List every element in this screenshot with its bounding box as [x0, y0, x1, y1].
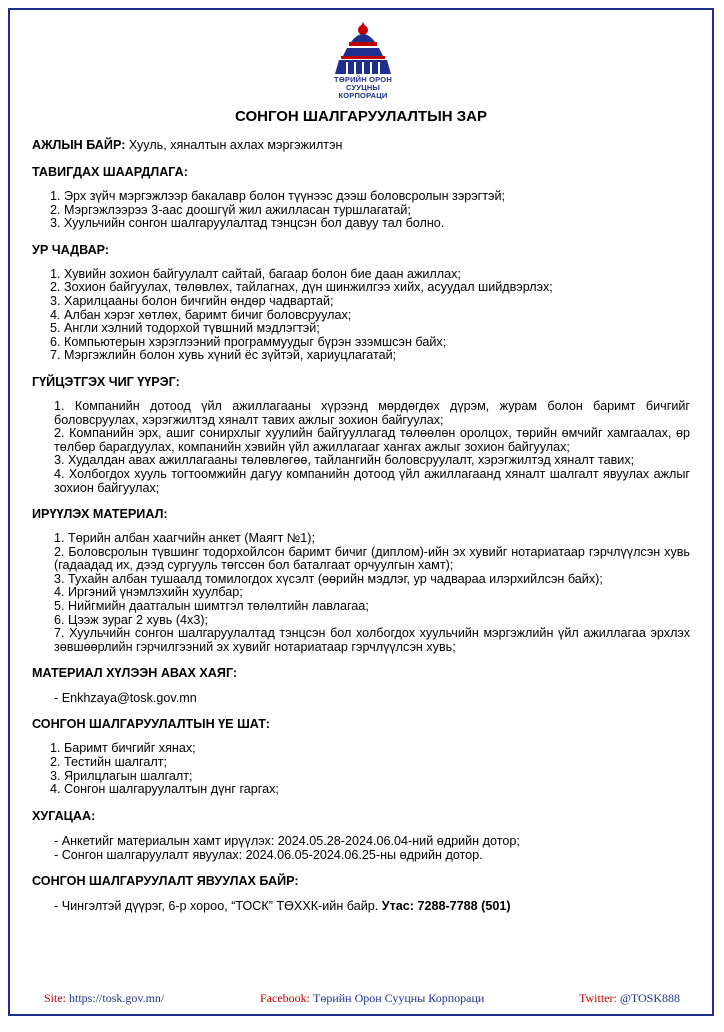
list-item: 1. Баримт бичгийг хянах;	[50, 741, 196, 756]
list-item: - Сонгон шалгаруулалт явуулах: 2024.06.05-2024.06.25-ны өдрийн дотор.	[54, 847, 483, 862]
list-item: 2. Компанийн эрх, ашиг сонирхлыг хуулийн байгууллагад төлөөлөн оролцох, төрийн өмчийг хамгаалах, өр төлбөр барагдуулах, компанийн хэвийн үйл ажиллагааг хангах ажлыг зохион байгуулах;	[54, 426, 690, 454]
list-item: 3. Ярилцлагын шалгалт;	[50, 768, 193, 783]
page-title: СОНГОН ШАЛГАРУУЛАЛТЫН ЗАР	[235, 108, 487, 125]
footer-twitter-label: Twitter:	[579, 991, 620, 1005]
contact-email: - Enkhzaya@tosk.gov.mn	[54, 691, 197, 706]
requirements-heading: ТАВИГДАХ ШААРДЛАГА:	[32, 165, 188, 179]
list-item: 4. Иргэний үнэмлэхийн хуулбар;	[54, 585, 243, 600]
list-item: 3. Хуульчийн сонгон шалгаруулалтад тэнцсэн бол давуу тал болно.	[50, 216, 445, 231]
list-item: 2. Тестийн шалгалт;	[50, 755, 167, 770]
footer-facebook-link[interactable]: Төрийн Орон Сууцны Корпораци	[313, 991, 485, 1005]
job-label: АЖЛЫН БАЙР:	[32, 138, 126, 152]
deadline-section	[32, 809, 690, 862]
list-item: 5. Англи хэлний тодорхой түвшний мэдлэгтэй;	[50, 321, 320, 336]
footer-twitter-link[interactable]: @TOSK888	[619, 991, 680, 1005]
logo-emblem-icon	[333, 20, 393, 76]
footer-site-label: Site:	[44, 991, 70, 1005]
list-item: 5. Нийгмийн даатгалын шимтгэл төлөлтийн лавлагаа;	[54, 599, 369, 614]
list-item: 4. Сонгон шалгаруулалтын дүнг гаргах;	[50, 782, 279, 797]
list-item: 3. Харилцааны болон бичгийн өндөр чадвартай;	[50, 293, 334, 308]
list-item: 6. Цээж зураг 2 хувь (4x3);	[54, 612, 209, 627]
footer-site	[44, 991, 164, 1006]
logo-text-line1: ТӨРИЙН ОРОН СУУЦНЫ	[334, 75, 392, 92]
list-item: 1. Компанийн дотоод үйл ажиллагааны хүрээнд мөрдөгдөх дүрэм, журам болон баримт бичгийг боловсруулах, хэрэгжилтэд хяналт тавих ажлыг зохион байгуулах;	[54, 398, 690, 427]
location-heading: СОНГОН ШАЛГАРУУЛАЛТ ЯВУУЛАХ БАЙР:	[32, 873, 299, 888]
job-section	[32, 138, 690, 153]
list-item: 6. Компьютерын хэрэглээний программуудыг бүрэн эзэмшсэн байх;	[50, 334, 447, 349]
list-item: 7. Хуульчийн сонгон шалгаруулалтад тэнцсэн бол холбогдох хуульчийн мэргэжлийн үйл ажиллагаа эрхлэх зөвшөөрлийн гэрчилгээний эх хувийг нотариатаар гэрчлүүлсэн хувь;	[54, 626, 690, 654]
location-address: - Чингэлтэй дүүрэг, 6-р хороо, “ТОСК” ТӨХХК-ийн байр.	[54, 898, 382, 913]
list-item: 2. Мэргэжлээрээ 3-аас доошгүй жил ажилласан туршлагатай;	[50, 202, 411, 217]
skills-section	[32, 243, 690, 363]
list-item: 2. Зохион байгуулах, төлөвлөх, тайлагнах, дүн шинжилгээ хийх, асуудал шийдвэрлэх;	[50, 280, 553, 295]
content	[32, 138, 690, 925]
skills-heading: УР ЧАДВАР:	[32, 242, 110, 257]
requirements-section	[32, 165, 690, 231]
materials-section	[32, 507, 690, 654]
list-item: 2. Боловсролын түвшинг тодорхойлсон баримт бичиг (диплом)-ийн эх хувийг нотариатаар гэрчлүүлсэн хувь (гадаадад их, дээд сургууль төгссөн бол баталгаат орчуулгын хамт);	[54, 544, 690, 573]
send-section	[32, 666, 690, 705]
list-item: 1. Төрийн албан хаагчийн анкет (Маягт №1);	[54, 531, 315, 546]
duties-heading: ГҮЙЦЭТГЭХ ЧИГ ҮҮРЭГ:	[32, 374, 180, 389]
footer-site-link[interactable]: https://tosk.gov.mn/	[69, 991, 165, 1005]
list-item: 3. Тухайн албан тушаалд томилогдох хүсэлт (өөрийн мэдлэг, ур чадвараа илэрхийлсэн байх);	[54, 571, 603, 586]
materials-heading: ИРҮҮЛЭХ МАТЕРИАЛ:	[32, 507, 168, 522]
send-heading: МАТЕРИАЛ ХҮЛЭЭН АВАХ ХАЯГ:	[32, 666, 238, 681]
footer-facebook	[260, 991, 484, 1006]
location-section	[32, 874, 690, 913]
list-item: 4. Албан хэрэг хөтлөх, баримт бичиг боловсруулах;	[50, 307, 352, 322]
footer-facebook-label: Facebook:	[260, 991, 313, 1005]
logo-text-line2: КОРПОРАЦИ	[338, 91, 388, 100]
list-item: 3. Худалдан авах ажиллагааны төлөвлөгөө, тайлангийн боловсруулалт, хэрэгжилтэд хяналт тавих;	[54, 453, 635, 468]
job-value: Хууль, хяналтын ахлах мэргэжилтэн	[125, 138, 343, 152]
list-item: 4. Холбогдох хууль тогтоомжийн дагуу компанийн дотоод үйл ажиллагаанд хяналт шалгалт явуулах ажлыг зохион байгуулах;	[54, 466, 690, 495]
location-phone: Утас: 7288-7788 (501)	[381, 898, 511, 913]
footer-twitter	[579, 991, 680, 1006]
document-page	[8, 8, 714, 1016]
list-item: 7. Мэргэжлийн болон хувь хүний ёс зүйтэй, хариуцлагатай;	[50, 348, 397, 363]
stages-heading: СОНГОН ШАЛГАРУУЛАЛТЫН ҮЕ ШАТ:	[32, 717, 270, 732]
duties-section	[32, 375, 690, 495]
company-logo	[328, 20, 398, 100]
list-item: 1. Хувийн зохион байгуулалт сайтай, багаар болон бие даан ажиллах;	[50, 266, 461, 281]
list-item: - Анкетийг материалын хамт ирүүлэх: 2024.05.28-2024.06.04-ний өдрийн дотор;	[54, 833, 520, 848]
deadline-heading: ХУГАЦАА:	[32, 808, 96, 823]
stages-section	[32, 717, 690, 796]
list-item: 1. Эрх зүйч мэргэжлээр бакалавр болон түүнээс дээш боловсролын зэрэгтэй;	[50, 189, 505, 203]
